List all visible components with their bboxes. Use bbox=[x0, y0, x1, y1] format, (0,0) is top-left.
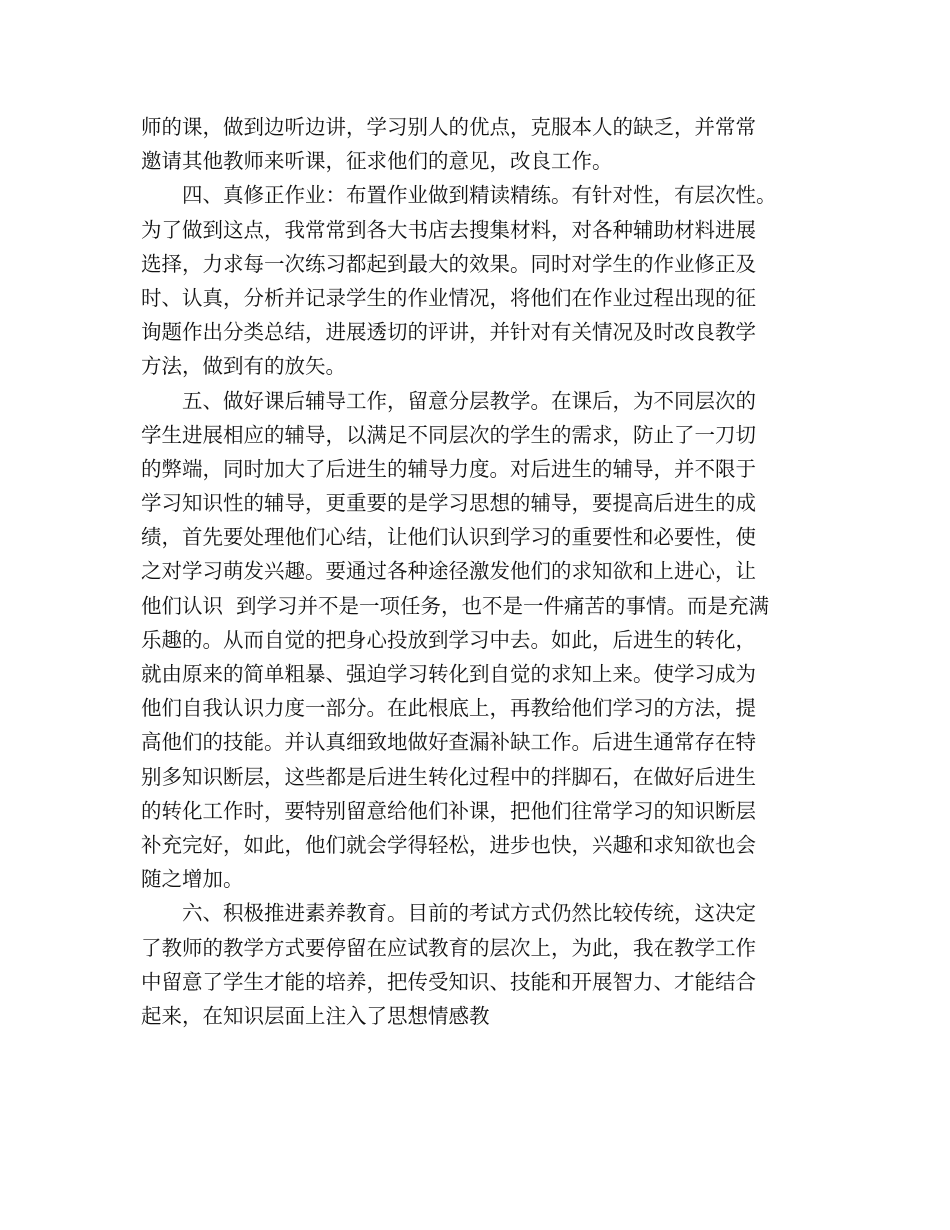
text-line: 乐趣的。从而自觉的把身心投放到学习中去。如此，后进生的转化， bbox=[141, 627, 756, 652]
text-line: 了教师的教学方式要停留在应试教育的层次上，为此，我在教学工作 bbox=[141, 935, 756, 960]
text-line: 邀请其他教师来听课，征求他们的意见，改良工作。 bbox=[141, 149, 613, 174]
text-line: 的弊端，同时加大了后进生的辅导力度。对后进生的辅导，并不限于 bbox=[141, 456, 756, 481]
text-line: 他们自我认识力度一部分。在此根底上，再教给他们学习的方法，提 bbox=[141, 696, 756, 721]
paragraph-start-line: 五、做好课后辅导工作，留意分层教学。在课后，为不同层次的 bbox=[141, 388, 756, 413]
text-line: 高他们的技能。并认真细致地做好查漏补缺工作。后进生通常存在特 bbox=[141, 730, 756, 755]
text-line: 起来，在知识层面上注入了思想情感教 bbox=[141, 1003, 490, 1028]
text-line: 绩，首先要处理他们心结，让他们认识到学习的重要性和必要性，使 bbox=[141, 525, 756, 550]
text-line: 别多知识断层，这些都是后进生转化过程中的拌脚石，在做好后进生 bbox=[141, 764, 756, 789]
paragraph-start-line: 四、真修正作业：布置作业做到精读精练。有针对性，有层次性。 bbox=[141, 183, 777, 208]
text-line: 补充完好，如此，他们就会学得轻松，进步也快，兴趣和求知欲也会 bbox=[141, 832, 756, 857]
text-line: 询题作出分类总结，进展透切的评讲，并针对有关情况及时改良教学 bbox=[141, 320, 756, 345]
text-line: 时、认真，分析并记录学生的作业情况，将他们在作业过程出现的征 bbox=[141, 285, 756, 310]
text-line: 就由原来的简单粗暴、强迫学习转化到自觉的求知上来。使学习成为 bbox=[141, 662, 756, 686]
text-line: 他们认识 到学习并不是一项任务，也不是一件痛苦的事情。而是充满 bbox=[141, 593, 770, 618]
text-line: 师的课，做到边听边讲，学习别人的优点，克服本人的缺乏，并常常 bbox=[141, 115, 756, 139]
text-line: 为了做到这点，我常常到各大书店去搜集材料，对各种辅助材料进展 bbox=[141, 217, 756, 242]
text-line: 中留意了学生才能的培养，把传受知识、技能和开展智力、才能结合 bbox=[141, 969, 756, 994]
text-line: 方法，做到有的放矢。 bbox=[141, 354, 346, 379]
text-line: 选择，力求每一次练习都起到最大的效果。同时对学生的作业修正及 bbox=[141, 251, 756, 276]
body-text bbox=[141, 110, 831, 1033]
text-line: 的转化工作时，要特别留意给他们补课，把他们往常学习的知识断层 bbox=[141, 798, 756, 823]
paragraph-start-line: 六、积极推进素养教育。目前的考试方式仍然比较传统，这决定 bbox=[141, 901, 756, 926]
text-line: 之对学习萌发兴趣。要通过各种途径激发他们的求知欲和上进心，让 bbox=[141, 559, 756, 584]
text-line: 随之增加。 bbox=[141, 867, 244, 892]
text-line: 学生进展相应的辅导，以满足不同层次的学生的需求，防止了一刀切 bbox=[141, 422, 756, 447]
text-line: 学习知识性的辅导，更重要的是学习思想的辅导，要提高后进生的成 bbox=[141, 491, 756, 516]
